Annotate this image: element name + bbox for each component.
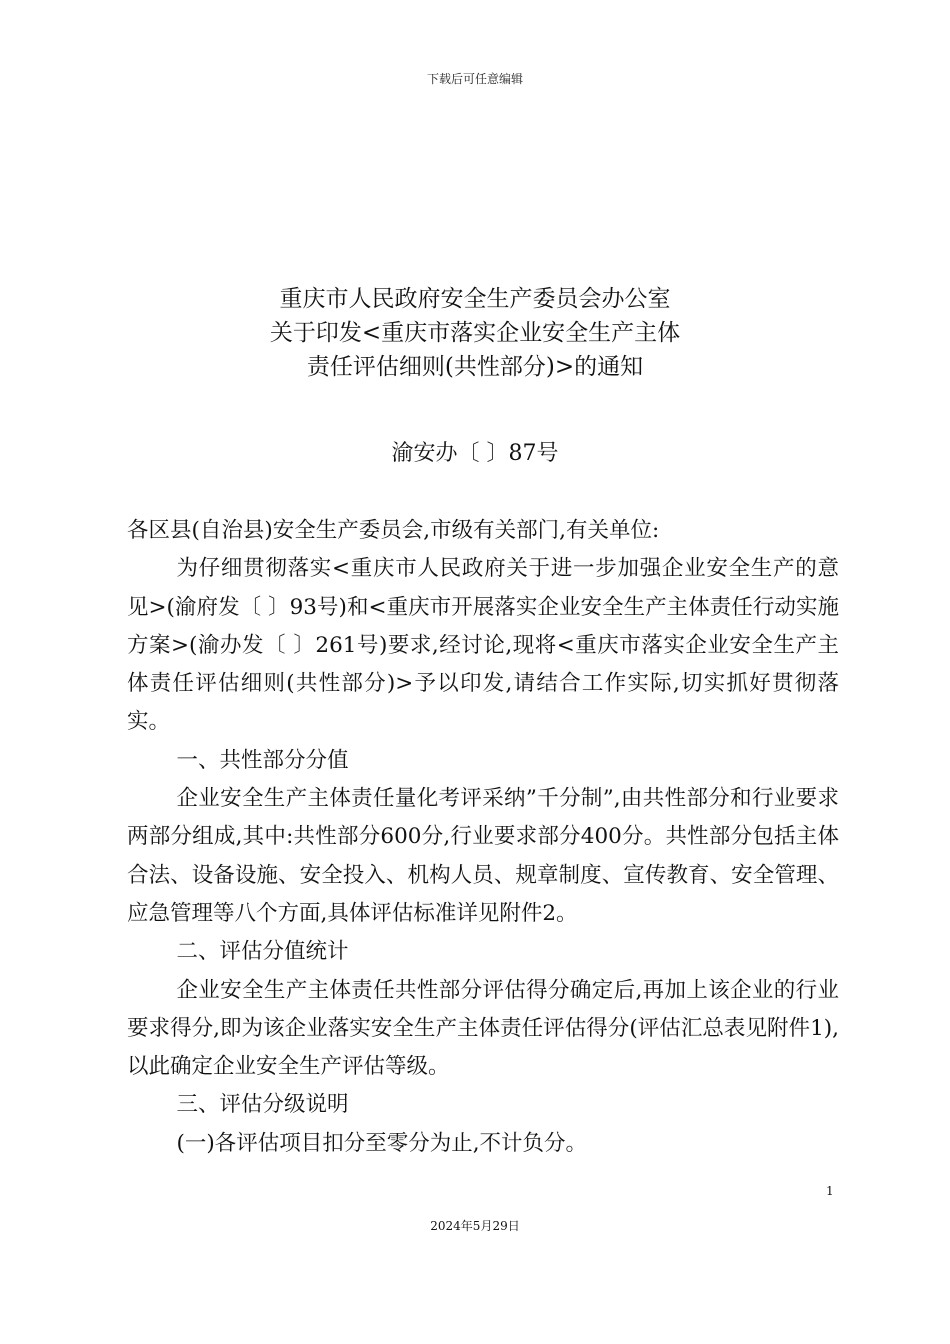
section-2-heading: 二、评估分值统计 <box>176 939 349 965</box>
section-1-paragraph: 企业安全生产主体责任量化考评采纳”千分制”,由共性部分和行业要求两部分组成,其中:共性部分600分,行业要求部分400分。共性部分包括主体合法、设备设施、安全投入、机构人员、规章制度、宣传教育、安全管理、应急管理等八个方面,具体评估标准详见附件2。 <box>127 786 839 926</box>
page-number: 1 <box>826 1184 834 1198</box>
section-1-heading: 一、共性部分分值 <box>176 747 349 773</box>
title-line-3: 责任评估细则(共性部分)>的通知 <box>306 354 644 380</box>
intro-paragraph: 为仔细贯彻落实<重庆市人民政府关于进一步加强企业安全生产的意见>(渝府发〔 〕93号)和<重庆市开展落实企业安全生产主体责任行动实施方案>(渝办发〔 〕261号)要求,经讨论,现将<重庆市落实企业安全生产主体责任评估细则(共性部分)>予以印发,请结合工作实际,切实抓好贯彻落实。 <box>127 556 839 735</box>
document-body <box>127 512 839 1163</box>
section-3-item-1: (一)各评估项目扣分至零分为止,不计负分。 <box>176 1130 588 1156</box>
section-3-heading: 三、评估分级说明 <box>176 1092 349 1118</box>
page-footer-date: 2024年5月29日 <box>430 1219 520 1233</box>
section-2-paragraph: 企业安全生产主体责任共性部分评估得分确定后,再加上该企业的行业要求得分,即为该企业落实安全生产主体责任评估得分(评估汇总表见附件1),以此确定企业安全生产评估等级。 <box>127 977 839 1080</box>
document-number: 渝安办〔 〕87号 <box>391 441 559 466</box>
title-line-2: 关于印发<重庆市落实企业安全生产主体 <box>269 320 681 346</box>
title-line-1: 重庆市人民政府安全生产委员会办公室 <box>279 286 671 312</box>
page-header: 下载后可任意编辑 <box>426 72 523 86</box>
document-title <box>0 282 950 384</box>
salutation: 各区县(自治县)安全生产委员会,市级有关部门,有关单位: <box>127 518 660 543</box>
